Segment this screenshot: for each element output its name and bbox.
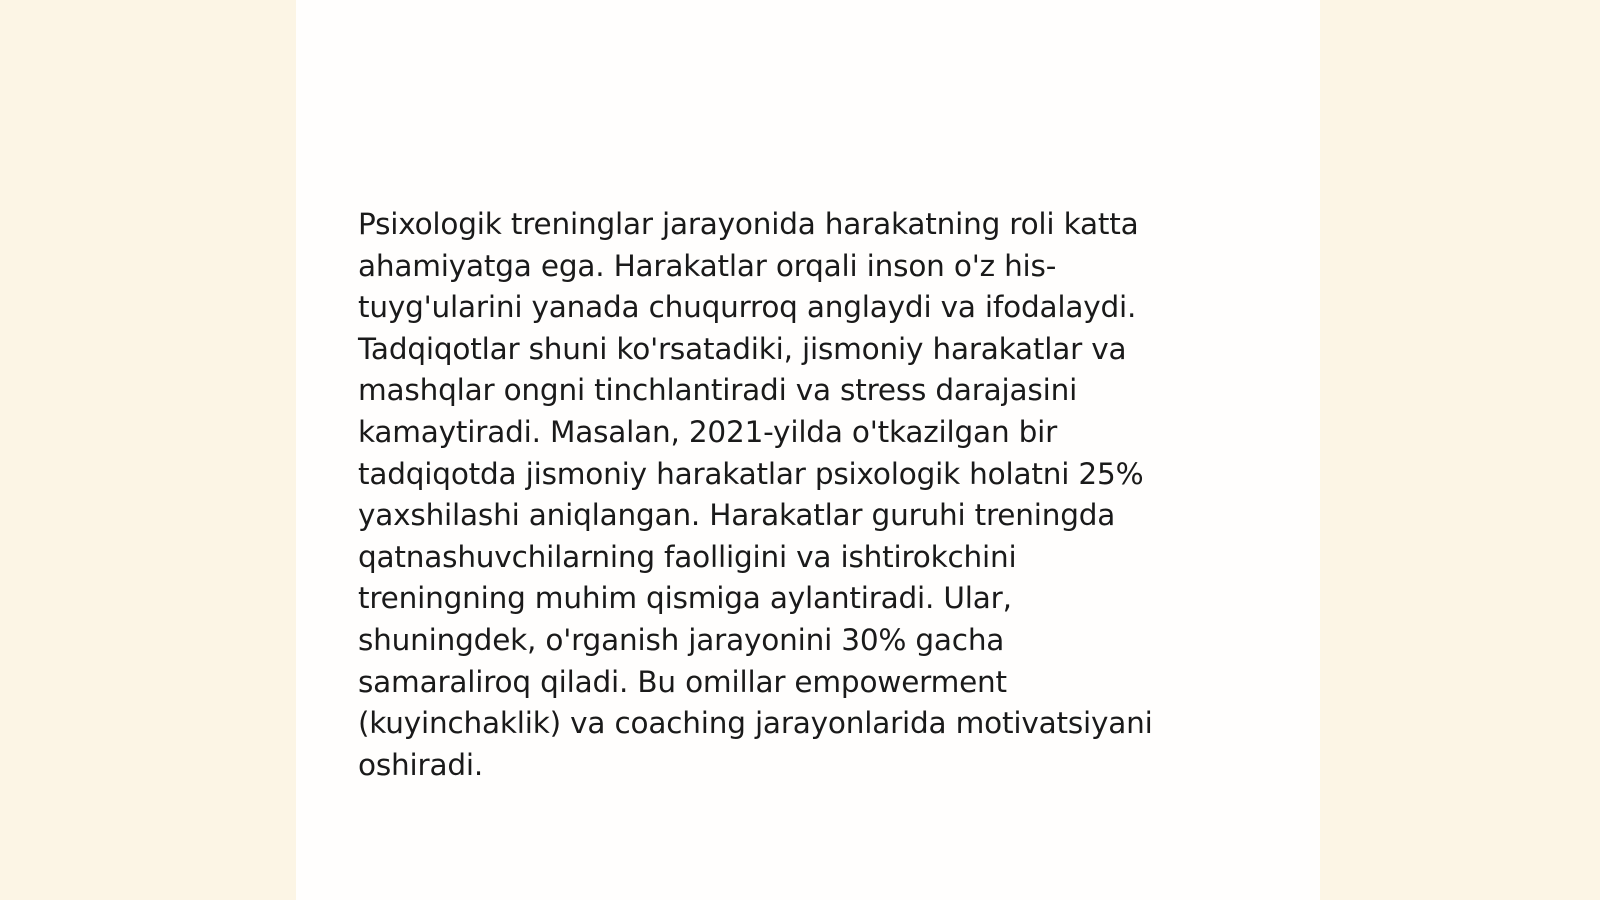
paragraph-line-9: qatnashuvchilarning faolligini va ishtirokchini — [358, 539, 1017, 574]
content-panel — [296, 0, 1320, 900]
paragraph-line-2: ahamiyatga ega. Harakatlar orqali inson o'z his- — [358, 248, 1057, 283]
paragraph-line-7: tadqiqotda jismoniy harakatlar psixologik holatni 25% — [358, 456, 1144, 491]
paragraph-line-10: treningning muhim qismiga aylantiradi. Ular, — [358, 581, 1012, 616]
paragraph-line-3: tuyg'ularini yanada chuqurroq anglaydi va ifodalaydi. — [358, 290, 1137, 325]
paragraph-line-8: yaxshilashi aniqlangan. Harakatlar guruhi treningda — [358, 498, 1116, 533]
paragraph-line-5: mashqlar ongni tinchlantiradi va stress darajasini — [358, 373, 1078, 408]
body-paragraph — [358, 204, 1258, 786]
paragraph-line-12: samaraliroq qiladi. Bu omillar empowerment — [358, 664, 1007, 699]
paragraph-line-11: shuningdek, o'rganish jarayonini 30% gacha — [358, 622, 1005, 657]
paragraph-line-14: oshiradi. — [358, 747, 484, 782]
paragraph-line-1: Psixologik treninglar jarayonida harakatning roli katta — [358, 207, 1139, 241]
paragraph-line-13: (kuyinchaklik) va coaching jarayonlarida motivatsiyani — [358, 706, 1153, 741]
paragraph-line-4: Tadqiqotlar shuni ko'rsatadiki, jismoniy harakatlar va — [358, 331, 1127, 366]
paragraph-line-6: kamaytiradi. Masalan, 2021-yilda o'tkazilgan bir — [358, 414, 1058, 449]
